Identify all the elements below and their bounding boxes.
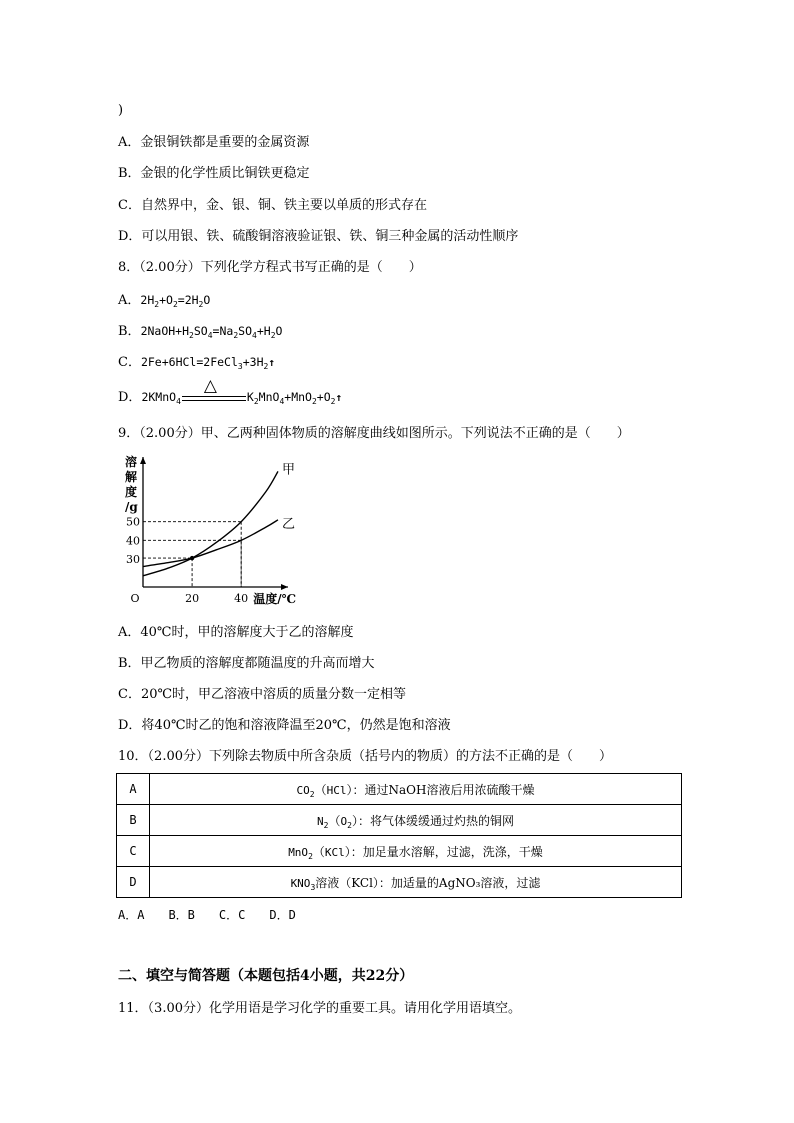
solubility-chart [118,452,298,612]
method-text: 溶液（KCl）：加适量的AgNO₃溶液，过滤 [315,875,541,890]
x-axis-arrow-icon [281,584,288,590]
y-axis-arrow-icon [140,457,146,464]
intersection-point [190,556,194,560]
q8-option-c-label: C． [118,355,141,370]
y-axis-label: /g [125,500,138,514]
table-row [117,805,682,836]
question-7-tail: ) [118,103,124,118]
table-row [117,774,682,805]
heating-triangle-icon: △ [203,375,217,396]
q8-option-a [118,291,210,310]
table-cell-key: B [117,805,150,836]
y-axis-label: 解 [125,470,138,484]
question-10-stem: 10．（2.00分）下列除去物质中所含杂质（括号内的物质）的方法不正确的是（ ） [118,749,612,764]
q7-option-a: A．金银铜铁都是重要的金属资源 [118,135,310,150]
q9-option-d: D．将40℃时乙的饱和溶液降温至20℃，仍然是饱和溶液 [118,718,451,733]
section-heading: 二、填空与简答题（本题包括4小题，共22分） [118,968,414,984]
table-row [117,867,682,898]
question-9-stem: 9．（2.00分）甲、乙两种固体物质的溶解度曲线如图所示。下列说法不正确的是（ ） [118,426,630,441]
table-cell-method: MnO$_2$（KCl）：加足量水溶解，过滤，洗涤，干燥 [150,836,682,867]
q7-option-b: B．金银的化学性质比铜铁更稳定 [118,166,310,181]
chart-text [125,454,296,606]
y-axis-label: 度 [125,485,138,499]
origin-label: O [130,592,140,605]
series-label: 甲 [282,462,296,478]
q7-option-d: D．可以用银、铁、硫酸铜溶液验证银、铁、铜三种金属的活动性顺序 [118,229,519,244]
table-cell-key: C [117,836,150,867]
series-curve-yi [143,520,278,567]
q8-equation-c: $2Fe+6HCl=2FeCl_3+3H_2↑$ [140,355,275,371]
impurity-formula: $O_2$ [340,814,352,830]
impurity-formula: KCl [324,845,345,859]
x-tick-label: 40 [234,592,249,605]
q7-option-c: C．自然界中，金、银、铜、铁主要以单质的形式存在 [118,198,427,213]
y-tick-label: 40 [126,534,140,548]
substance-formula: $CO_2$ [296,783,315,799]
q8-option-b [118,322,282,341]
substance-formula: MnO$_2$ [288,845,313,861]
chart-series [143,471,278,575]
method-text: ：将气体缓缓通过灼热的铜网 [357,813,514,828]
double-line-equals [182,396,246,401]
question-8-stem: 8．（2.00分）下列化学方程式书写正确的是（ ） [118,260,422,275]
series-curve-jia [143,471,278,575]
question-11-stem: 11．（3.00分）化学用语是学习化学的重要工具。请用化学用语填空。 [118,1001,521,1016]
q8-option-d-label: D． [118,390,142,405]
y-tick-label: 50 [126,515,140,529]
q8-equation-b: $2NaOH+H_2SO_4=Na_2SO_4+H_2O$ [140,324,283,340]
q8-option-b-label: B． [118,324,141,339]
y-axis-label: 溶 [125,455,138,469]
q9-option-c: C．20℃时，甲乙溶液中溶质的质量分数一定相等 [118,687,407,702]
q9-option-b: B．甲乙物质的溶解度都随温度的升高而增大 [118,656,375,671]
q8-option-d [118,375,343,407]
series-label: 乙 [282,516,296,532]
q8-equation-a: $2H_2+O_2=2H_2O$ [140,293,211,309]
table-row [117,836,682,867]
q8-equation-d: 2KMnO$_4$ △ $K_2MnO_4+MnO_2+O_2↑$ [141,375,343,406]
impurity-formula: HCl [326,783,347,797]
impurity-table [116,773,682,898]
substance-formula: $KNO_3$ [290,876,316,892]
table-cell-key: D [117,867,150,898]
substance-formula: $N_2$ [317,814,329,830]
q8-option-c [118,353,275,372]
method-text: ：通过NaOH溶液后用浓硫酸干燥 [352,782,535,797]
table-cell-key: A [117,774,150,805]
method-text: ：加足量水溶解，过滤，洗涤，干燥 [350,844,543,859]
table-cell-method: $N_2(O_2)$：将气体缓缓通过灼热的铜网 [150,805,682,836]
y-tick-label: 30 [126,553,140,567]
chart-guides [143,522,241,587]
x-tick-label: 20 [185,592,200,605]
q10-answer-options: A．A B．B C．C D．D [118,908,296,922]
q9-option-a: A．40℃时，甲的溶解度大于乙的溶解度 [118,625,354,640]
x-axis-label: 温度/℃ [253,592,296,606]
q8-option-a-label: A． [118,293,141,308]
table-cell-method: $CO_2(HCl)$：通过NaOH溶液后用浓硫酸干燥 [150,774,682,805]
table-cell-method [150,867,682,898]
